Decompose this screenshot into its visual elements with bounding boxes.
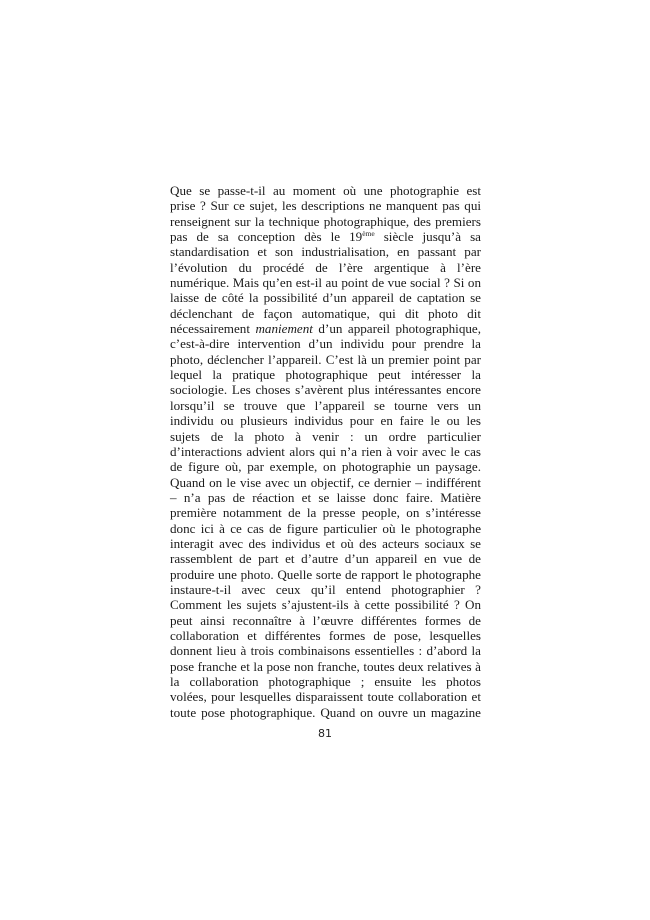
text-run: siècle jusqu’à sa [374,229,481,245]
text-line: déclenchant de façon automatique, qui dit photo dit [170,305,481,321]
text-line: lequel la pratique photographique peut intéresser la [170,367,481,383]
text-line: rassemblent de part et d’autre d’un appareil en vue de [170,551,481,567]
text-line: renseignent sur la technique photographique, des premiers [170,213,481,229]
text-line: peut ainsi reconnaître à l’œuvre différentes formes de [170,612,481,628]
text-line: sujets de la photo à venir : un ordre particulier [170,428,481,444]
text-line: pose franche et la pose non franche, toutes deux relatives à [170,658,481,674]
text-line: sociologie. Les choses s’avèrent plus intéressantes encore [170,382,481,398]
text-line: lorsqu’il se trouve que l’appareil se tourne vers un [170,397,481,413]
text-line [170,229,481,244]
text-line: standardisation et son industrialisation, en passant par [170,244,481,260]
text-run: pas de sa conception dès le 19 [170,229,363,245]
text-line: la collaboration photographique ; ensuite les photos [170,674,481,689]
text-line: individu ou plusieurs individus pour en faire le ou les [170,413,481,429]
text-line: laisse de côté la possibilité d’un appareil de captation se [170,290,481,306]
text-line: toute pose photographique. Quand on ouvre un magazine [170,704,481,720]
text-line: première notamment de la presse people, on s’intéresse [170,505,481,521]
body-paragraph [170,183,481,720]
text-line: produire une photo. Quelle sorte de rapport le photographe [170,566,481,582]
text-line: c’est-à-dire intervention d’un individu pour prendre la [170,336,481,352]
page-number: 81 [318,727,332,740]
emphasized-term: maniement [255,321,313,337]
text-line [170,321,481,336]
text-line: photo, déclencher l’appareil. C’est là un premier point par [170,351,481,367]
superscript-ordinal: ème [362,229,375,239]
text-line: volées, pour lesquelles disparaissent toute collaboration et [170,689,481,705]
text-line: d’interactions advient alors qui n’a rien à voir avec le cas [170,443,481,459]
text-run: nécessairement [170,321,256,337]
text-line: numérique. Mais qu’en est-il au point de vue social ? Si on [170,275,481,291]
text-line: l’évolution du procédé de l’ère argentique à l’ère [170,259,481,275]
text-line: interagit avec des individus et où des acteurs sociaux se [170,535,481,551]
text-line: de figure où, par exemple, on photographie un paysage. [170,459,481,475]
text-line: collaboration et différentes formes de pose, lesquelles [170,627,481,643]
text-line: Comment les sujets s’ajustent-ils à cette possibilité ? On [170,597,481,613]
text-run: d’un appareil photographique, [312,321,481,337]
text-line: Que se passe-t-il au moment où une photographie est [170,183,481,198]
text-line: instaure-t-il avec ceux qu’il entend photographier ? [170,581,481,597]
text-line: – n’a pas de réaction et se laisse donc faire. Matière [170,489,481,505]
text-line: Quand on le vise avec un objectif, ce dernier – indifférent [170,474,481,490]
text-line: prise ? Sur ce sujet, les descriptions ne manquent pas qui [170,198,481,214]
text-line: donnent lieu à trois combinaisons essentielles : d’abord la [170,643,481,659]
text-line: donc ici à ce cas de figure particulier où le photographe [170,520,481,536]
